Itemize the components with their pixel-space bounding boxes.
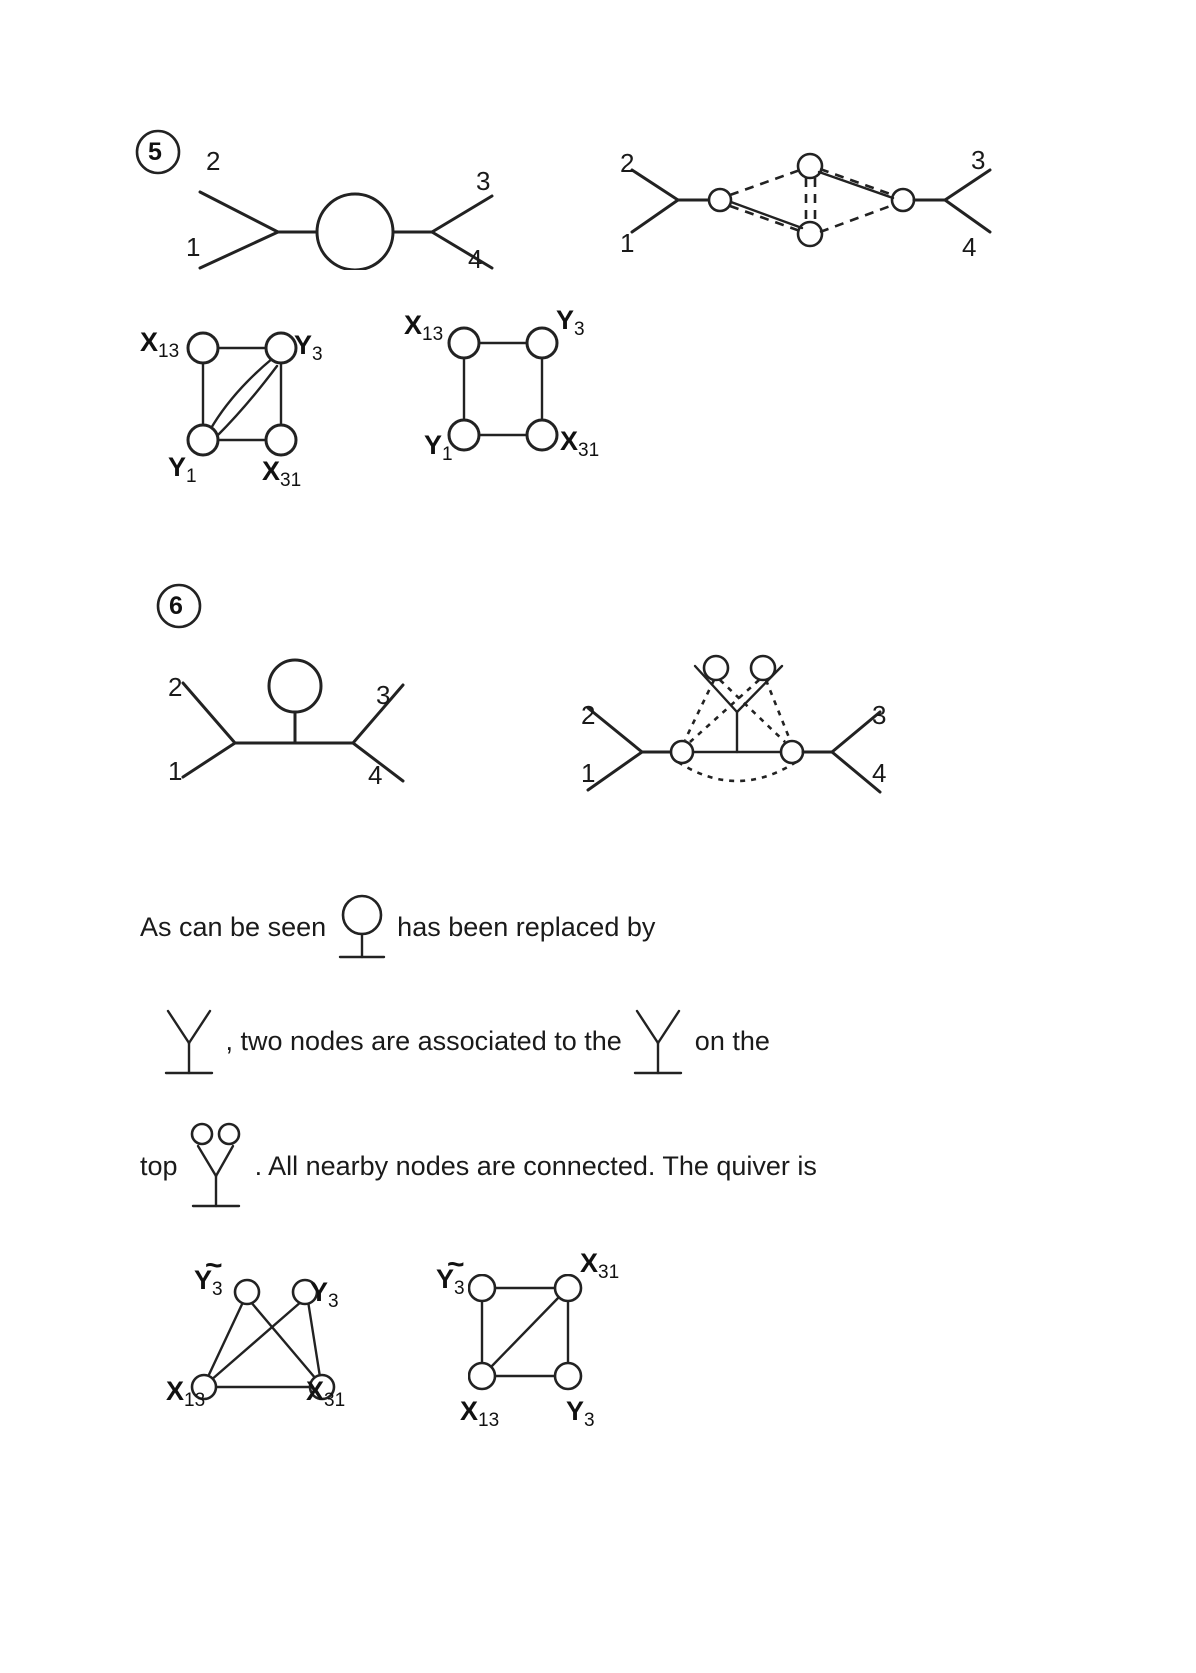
leg-label-4-a: 4: [468, 244, 483, 274]
quiver-5-left-label-X31: $X_{31}$: [262, 456, 302, 491]
quiver-5-left-label-Y1: $Y_1$: [168, 452, 197, 487]
quiver-5-left-label-X13: $X_{13}$: [140, 327, 180, 362]
leg-label-2-a: 2: [206, 146, 221, 176]
paragraph-line-3-text-a: top: [140, 1151, 178, 1182]
y-fork-icon-2: [629, 1005, 687, 1081]
quiver-6-right: [468, 1274, 608, 1414]
quiver-5-right-label-X13: $X_{13}$: [404, 310, 444, 345]
blob-propagator-diagram: [180, 160, 510, 270]
quiver-6-right-label-X13: $X_{13}$: [460, 1396, 500, 1431]
leg-label-3-b: 3: [971, 145, 986, 175]
quiver-6-right-label-Y3-tilde: $\sim Y_3$: [436, 1248, 465, 1299]
quiver-5-right: [446, 325, 576, 455]
leg-label-3-c: 3: [376, 680, 391, 710]
quiver-5-right-label-Y1: $Y_1$: [424, 430, 453, 465]
leg-label-2-d: 2: [581, 700, 596, 730]
leg-label-4-c: 4: [368, 760, 383, 790]
paragraph-line-1-text-b: has been replaced by: [397, 912, 656, 943]
paragraph-line-2-text-b: on the: [694, 1026, 770, 1057]
quiver-5-left-label-Y3: $Y_3$: [294, 330, 323, 365]
quiver-6-left-label-X13: $X_{13}$: [166, 1376, 206, 1411]
quiver-6-right-label-X31: $X_{31}$: [580, 1248, 620, 1283]
y-fork-two-circles-icon: [185, 1120, 247, 1216]
leg-label-2-b: 2: [620, 148, 635, 178]
paragraph-line-1: [140, 893, 655, 965]
leg-label-1-d: 1: [581, 758, 596, 788]
quiver-6-left-label-Y3: $Y_3$: [310, 1277, 339, 1312]
y-fork-icon: [160, 1005, 218, 1081]
paragraph-line-1-text-a: As can be seen: [140, 912, 327, 943]
leg-label-4-d: 4: [872, 758, 887, 788]
resolved-diamond-diagram: [620, 150, 1000, 270]
resolved-tadpole-diagram: [580, 640, 900, 800]
paragraph-line-2: [160, 1005, 770, 1081]
leg-label-3-a: 3: [476, 166, 491, 196]
section-5-badge-number: 5: [148, 138, 162, 166]
leg-label-2-c: 2: [168, 672, 183, 702]
leg-label-1-c: 1: [168, 756, 183, 786]
leg-label-3-d: 3: [872, 700, 887, 730]
quiver-6-left-label-X31: $X_{31}$: [306, 1376, 346, 1411]
leg-label-4-b: 4: [962, 232, 977, 262]
leg-label-1-b: 1: [620, 228, 635, 258]
tadpole-blob-diagram: [165, 655, 425, 795]
paragraph-line-3-text-b: . All nearby nodes are connected. The quiver is: [254, 1151, 817, 1182]
quiver-6-left-label-Y3-tilde: $\sim Y_3$: [194, 1249, 223, 1300]
circle-stem-icon: [334, 893, 390, 965]
leg-label-1-a: 1: [186, 232, 201, 262]
paragraph-line-3: [140, 1120, 817, 1216]
quiver-5-right-label-X31: $X_{31}$: [560, 426, 600, 461]
quiver-6-right-label-Y3: $Y_3$: [566, 1396, 595, 1431]
paragraph-line-2-text-a: , two nodes are associated to the: [225, 1026, 622, 1057]
section-6-badge-number: 6: [169, 592, 183, 620]
quiver-5-right-label-Y3: $Y_3$: [556, 305, 585, 340]
